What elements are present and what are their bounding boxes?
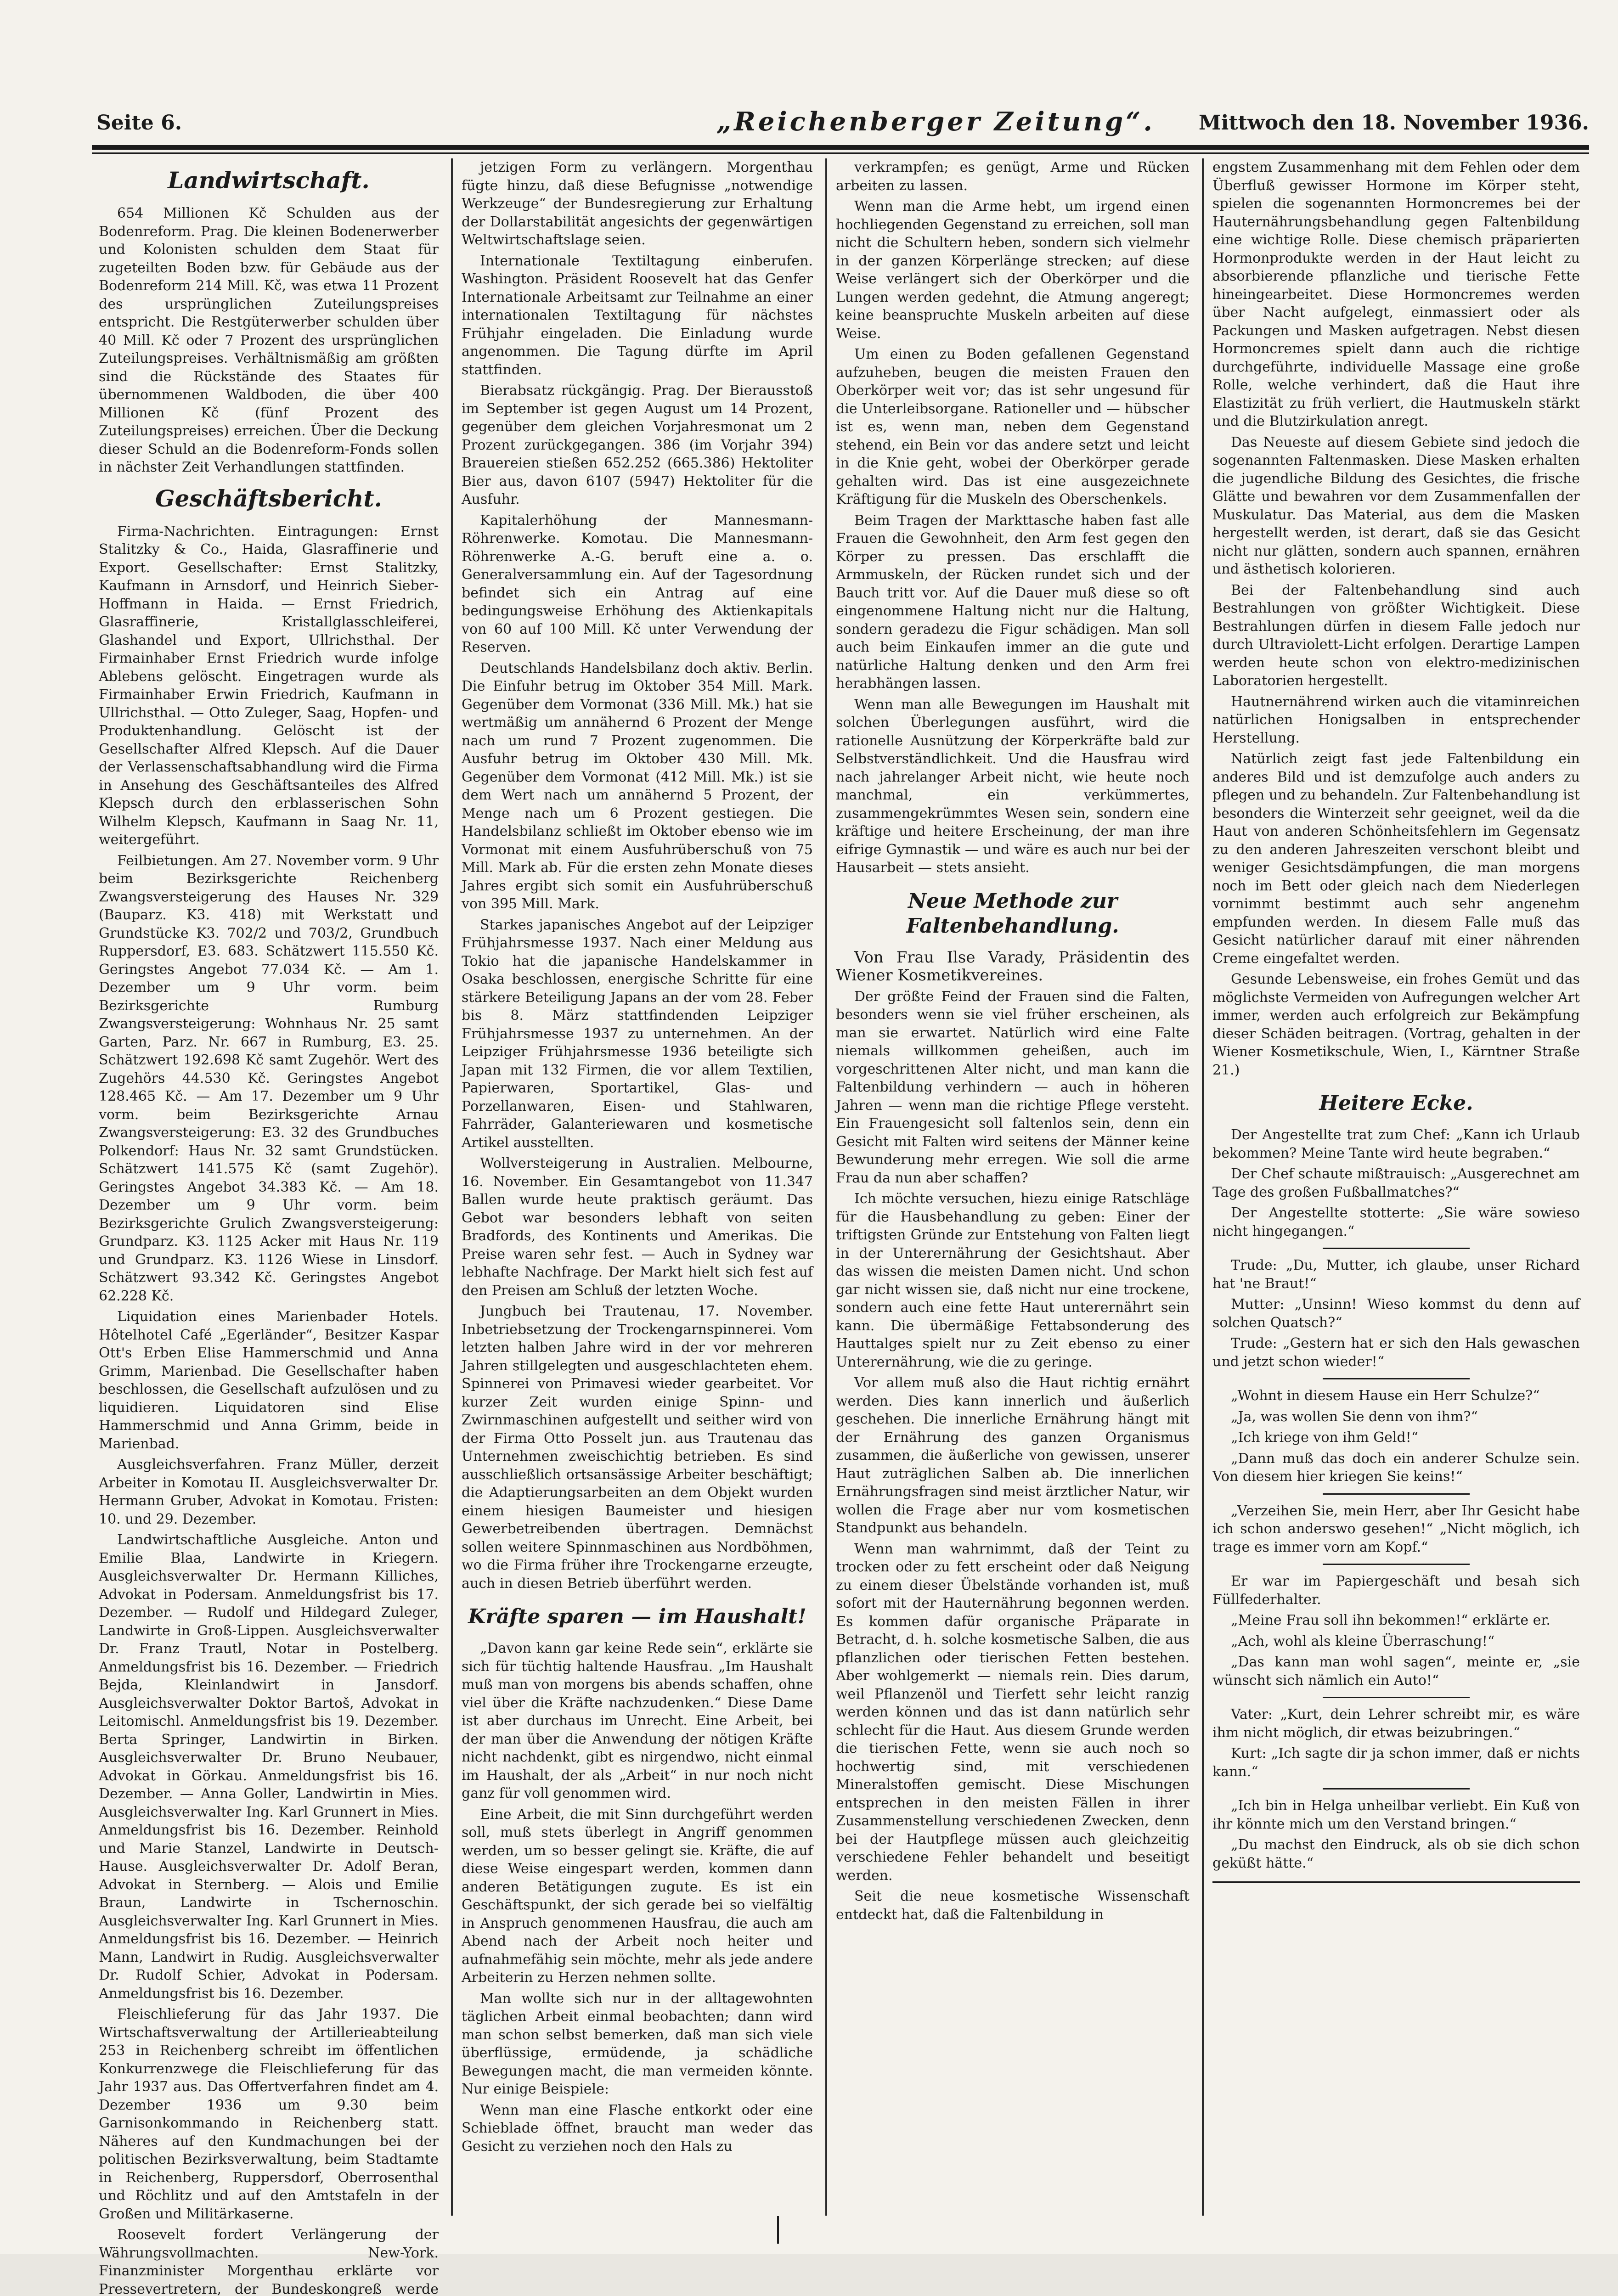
- paragraph: „Ach, wohl als kleine Überraschung!“: [1231, 1633, 1495, 1649]
- paragraph: Fleischlieferung für das Jahr 1937. Die Wirtschaftsverwaltung der Artillerieabteilung 253 in Reichenberg schreibt im öffentlichen Konkurrenzwege die Fleischlieferung für das Jahr 1937 aus. Das Offertverfahren findet am 4. Dezember 1936 um 9.30 beim Garnisonkommando in Reichenberg statt. Näheres auf den Kundmachungen bei der politischen Bezirksverwaltung, beim Stadtamte in Reichenberg, Ruppersdorf, Oberrosenthal und Röchlitz und auf den Amtstafeln in der Großen und Militärkaserne.: [99, 2006, 439, 2222]
- column-4: [1212, 158, 1580, 2229]
- byline: Von Frau Ilse Varady, Präsidentin des Wiener Kosmetikvereines.: [836, 948, 1190, 985]
- column-divider: [451, 158, 453, 2216]
- paragraph: „Wohnt in diesem Hause ein Herr Schulze?“: [1231, 1388, 1540, 1404]
- page-number: Seite 6.: [96, 111, 182, 135]
- masthead-title: „Reichenberger Zeitung“.: [716, 107, 1155, 137]
- paragraph: Man wollte sich nur in der alltagewohnten täglichen Arbeit einmal beobachten; dann wird man schon selbst bemerken, daß man sich viele überflüssige, ermüdende, ja schädliche Bewegungen macht, die man vermeiden könnte. Nur einige Beispiele:: [462, 1990, 813, 2097]
- issue-date: Mittwoch den 18. November 1936.: [1198, 111, 1589, 135]
- paragraph: Internationale Textiltagung einberufen. Washington. Präsident Roosevelt hat das Genfer Internationale Arbeitsamt zur Teilnahme an einer internationalen Textiltagung für nächstes Frühjahr eingeladen. Die Einladung wurde angenommen. Die Tagung dürfte im April stattfinden.: [462, 253, 813, 378]
- section-heading: Geschäftsbericht.: [155, 484, 383, 512]
- paragraph: Kurt: „Ich sagte dir ja schon immer, daß er nichts kann.“: [1212, 1745, 1580, 1780]
- paragraph: „Das kann man wohl sagen“, meinte er, „sie wünscht sich nämlich ein Auto!“: [1212, 1654, 1580, 1688]
- article-headline: Heitere Ecke.: [1319, 1092, 1473, 1115]
- paragraph: Natürlich zeigt fast jede Faltenbildung ein anderes Bild und ist demzufolge auch anders zu pflegen und zu behandeln. Zur Faltenbehandlung ist besonders die Winterzeit sehr geeignet, weil da die Haut von anderen Schönheitsfehlern im Gegensatz zu den anderen Jahreszeiten verschont bleibt und weniger Gesichtsdämpfungen, die man morgens noch im Bett oder gleich nach dem Niederlegen vornimmt bestimmt auch sehr angenehm empfunden werden. In diesem Falle muß das Gesicht natürlicher darauf mit einer nährenden Creme eingefaltet werden.: [1212, 751, 1580, 967]
- paragraph: engstem Zusammenhang mit dem Fehlen oder dem Überfluß gewisser Hormone im Körper steht, spielen die sogenannten Hormoncremes bei der Hauternährungsbehandlung gegen Faltenbildung eine wichtige Rolle. Diese chemisch präparierten Hormonprodukte werden in der Haut leicht zu absorbierende pflanzliche und tierische Fette hineingearbeitet. Diese Hormoncremes werden über Nacht aufgelegt, einmassiert oder als Packungen und Masken aufgetragen. Nebst diesen Hormoncremes spielt dann auch die richtige durchgeführte, individuelle Massage eine große Rolle, welche verhindert, daß die Haut ihre Elastizität zu früh verliert, die Hautmuskeln stärkt und die Blutzirkulation anregt.: [1212, 159, 1580, 429]
- paragraph: Eine Arbeit, die mit Sinn durchgeführt werden soll, muß stets überlegt in Angriff genommen werden, um so besser gelingt sie. Kräfte, die auf diese Weise eingespart werden, kommen dann anderen Betätigungen zugute. Es ist ein Geschäftspunkt, der sich gerade bei so vielfältig in Anspruch genommenen Hausfrau, die auch am Abend nach der Arbeit noch heiter und aufnahmefähig sein möchte, mehr als jede andere Arbeiterin zu Herzen nehmen sollte.: [462, 1806, 813, 1986]
- page-header: [92, 107, 1589, 148]
- paragraph: „Du machst den Eindruck, als ob sie dich schon geküßt hätte.“: [1212, 1837, 1580, 1871]
- paragraph: Bei der Faltenbehandlung sind auch Bestrahlungen von größter Wichtigkeit. Diese Bestrahlungen dürfen in diesem Falle jedoch nur durch Ultraviolett-Licht erfolgen. Derartige Lampen werden heute schon von elektro-medizinischen Laboratorien hergestellt.: [1212, 582, 1580, 689]
- paragraph: Wenn man die Arme hebt, um irgend einen hochliegenden Gegenstand zu erreichen, soll man nicht die Schultern heben, sondern sich vielmehr in der ganzen Körperlänge strecken; auf diese Weise verlängert sich der Oberkörper und die Lungen werden gedehnt, die Atmung angeregt; keine beanspruchte Muskeln arbeiten auf diese Weise.: [836, 198, 1190, 342]
- paragraph: Roosevelt fordert Verlängerung der Währungsvollmachten. New-York. Finanzminister Morgenthau erklärte vor Pressevertretern, der Bundeskongreß werde: [99, 2227, 439, 2296]
- joke-separator: [1323, 1697, 1470, 1698]
- paragraph: Mutter: „Unsinn! Wieso kommst du denn auf solchen Quatsch?“: [1212, 1296, 1580, 1331]
- section-heading: Landwirtschaft.: [168, 167, 370, 194]
- paragraph: Der größte Feind der Frauen sind die Falten, besonders wenn sie viel früher erscheinen, als man sie erwartet. Natürlich wird eine Falte niemals willkommen geheißen, auch im vorgeschrittenen Alter nicht, und man kann die Faltenbildung verhindern — auch in höheren Jahren — wenn man die richtige Pflege versteht. Ein Frauengesicht soll faltenlos sein, denn ein Gesicht mit Falten wird seitens der Männer keine Bewunderung mehr erregen. Wie soll die arme Frau da nun aber schaffen?: [836, 988, 1190, 1186]
- paragraph: „Meine Frau soll ihn bekommen!“ erklärte er.: [1231, 1612, 1550, 1628]
- paragraph: Gesunde Lebensweise, ein frohes Gemüt und das möglichste Vermeiden von Aufregungen welcher Art immer, werden auch erfolgreich zur Bekämpfung dieser Schäden beitragen. (Vortrag, gehalten in der Wiener Kosmetikschule, Wien, I., Kärntner Straße 21.): [1212, 971, 1580, 1078]
- paragraph: „Ich kriege von ihm Geld!“: [1231, 1429, 1419, 1446]
- paragraph: Der Angestellte trat zum Chef: „Kann ich Urlaub bekommen? Meine Tante wird heute begraben.“: [1212, 1127, 1580, 1161]
- paragraph: Feilbietungen. Am 27. November vorm. 9 Uhr beim Bezirksgerichte Reichenberg Zwangsversteigerung des Hauses Nr. 329 (Bauparz. K3. 418) mit Werkstatt und Grundstücke K3. 702/2 und 703/2, Grundbuch Ruppersdorf, E3. 683. Schätzwert 115.550 Kč. Geringstes Angebot 77.034 Kč. — Am 1. Dezember um 9 Uhr vorm. beim Bezirksgerichte Rumburg Zwangsversteigerung: Wohnhaus Nr. 25 samt Garten, Parz. Nr. 667 in Rumburg, E3. 25. Schätzwert 192.698 Kč samt Zugehör. Wert des Zugehörs 44.530 Kč. Geringstes Angebot 128.465 Kč. — Am 17. Dezember um 9 Uhr vorm. beim Bezirksgerichte Arnau Zwangsversteigerung: E3. 32 des Grundbuches Polkendorf: Haus Nr. 32 samt Grundstücken. Schätzwert 141.575 Kč (samt Zugehör). Geringstes Angebot 34.383 Kč. — Am 18. Dezember um 9 Uhr vorm. beim Bezirksgerichte Grulich Zwangsversteigerung: Grundparz. K3. 1125 Acker mit Haus Nr. 119 und Grundparz. K3. 1126 Wiese in Linsdorf. Schätzwert 93.342 Kč. Geringstes Angebot 62.228 Kč.: [99, 852, 439, 1304]
- paragraph: „Ja, was wollen Sie denn von ihm?“: [1231, 1408, 1478, 1425]
- paragraph: Wenn man alle Bewegungen im Haushalt mit solchen Überlegungen ausführt, wird die rationelle Ausnützung der Körperkräfte bald zur Selbstverständlichkeit. Und die Hausfrau wird nach jahrelanger Arbeit nicht, wie heute noch manchmal, ein verkümmertes, zusammengekrümmtes Wesen sein, sondern eine kräftige und heitere Erscheinung, der man ihre eifrige Gymnastik — und wäre es auch nur bei der Hausarbeit — stets ansieht.: [836, 696, 1190, 876]
- paragraph: Beim Tragen der Markttasche haben fast alle Frauen die Gewohnheit, den Arm fest gegen den Körper zu pressen. Das erschlafft die Armmuskeln, der Rücken rundet sich und der Bauch tritt vor. Auf die Dauer muß diese so oft eingenommene Haltung nicht nur die Haltung, sondern geradezu die Figur schädigen. Man soll auch beim Einkaufen immer an die gute und natürliche Haltung denken und den Arm frei herabhängen lassen.: [836, 512, 1190, 692]
- paragraph: Ausgleichsverfahren. Franz Müller, derzeit Arbeiter in Komotau II. Ausgleichsverwalter Dr. Hermann Gruber, Advokat in Komotau. Fristen: 10. und 29. Dezember.: [99, 1457, 439, 1527]
- paragraph: Liquidation eines Marienbader Hotels. Hôtelhotel Café „Egerländer“, Besitzer Kaspar Ott's Erben Elise Hammerschmid und Anna Grimm, Marienbad. Die Gesellschafter haben beschlossen, die Gesellschaft aufzulösen und zu liquidieren. Liquidatoren sind Elise Hammerschmid und Anna Grimm, beide in Marienbad.: [99, 1309, 439, 1452]
- paragraph: jetzigen Form zu verlängern. Morgenthau fügte hinzu, daß diese Befugnisse „notwendige Werkzeuge“ der Bundesregierung zur Erhaltung der Dollarstabilität angesichts der gegenwärtigen Weltwirtschaftslage seien.: [462, 159, 813, 248]
- joke-separator: [1323, 1564, 1470, 1565]
- paragraph: Bierabsatz rückgängig. Prag. Der Bierausstoß im September ist gegen August um 14 Prozent, gegenüber dem gleichen Vorjahresmonat um 2 Prozent zurückgegangen. 386 (im Vorjahr 394) Brauereien stießen 652.252 (665.386) Hektoliter Bier aus, davon 6107 (5947) Hektoliter für die Ausfuhr.: [462, 383, 813, 507]
- joke-separator: [1323, 1248, 1470, 1249]
- end-rule: [1212, 1881, 1580, 1883]
- paragraph: Firma-Nachrichten. Eintragungen: Ernst Stalitzky & Co., Haida, Glasraffinerie und Export. Gesellschafter: Ernst Stalitzky, Kaufmann in Arnsdorf, und Heinrich Sieber-Hoffmann in Haida. — Ernst Friedrich, Glasraffinerie, Kristallglasschleiferei, Glashandel und Export, Ullrichsthal. Der Firmainhaber Ernst Friedrich wurde infolge Ablebens gelöscht. Eingetragen wurde als Firmainhaber Erwin Friedrich, Kaufmann in Ullrichsthal. — Otto Zuleger, Saag, Hopfen- und Produktenhandlung. Gelöscht ist der Gesellschafter Alfred Klepsch. Auf die Dauer der Verlassenschaftsabhandlung wird die Firma in Ansehung des Geschäftsanteiles des Alfred Klepsch durch den erblasserischen Sohn Wilhelm Klepsch, Kaufmann in Saag Nr. 11, weitergeführt.: [99, 523, 439, 848]
- paragraph: „Davon kann gar keine Rede sein“, erklärte sie sich für tüchtig haltende Hausfrau. „Im Haushalt muß man von morgens bis abends schaffen, ohne viel über die Kräfte nachzudenken.“ Diese Dame ist aber durchaus im Unrecht. Eine Arbeit, bei der man über die Anwendung der nötigen Kräfte nicht nachdenkt, gibt es nirgendwo, nicht einmal im Haushalt, der als „Arbeit“ in nur noch nicht ganz für voll genommen wird.: [462, 1640, 813, 1801]
- column-divider: [825, 158, 827, 2216]
- paragraph: Seit die neue kosmetische Wissenschaft entdeckt hat, daß die Faltenbildung in: [836, 1888, 1190, 1923]
- paragraph: Das Neueste auf diesem Gebiete sind jedoch die sogenannten Faltenmasken. Diese Masken erhalten die jugendliche Bildung des Gesichtes, die frische Glätte und bewahren vor dem Zusammenfallen der Muskulatur. Das Material, aus dem die Masken hergestellt werden, ist derart, daß sie das Gesicht nicht nur glätten, sondern auch spannen, ernähren und ästhetisch kolorieren.: [1212, 434, 1580, 577]
- paragraph: Vater: „Kurt, dein Lehrer schreibt mir, es wäre ihm nicht möglich, dir etwas beizubringen.“: [1212, 1706, 1580, 1741]
- paragraph: Ich möchte versuchen, hiezu einige Ratschläge für die Hausbehandlung zu geben: Einer der triftigsten Gründe zur Entstehung von Falten liegt in der Unterernährung der Gesichtshaut. Aber das wissen die meisten Damen nicht. Und schon gar nicht wissen sie, daß nicht nur eine trockene, sondern auch eine fette Haut unterernährt sein kann. Die übermäßige Fettabsonderung des Hauttalges spielt nur zu Zeit ebenso zu einer Unterernährung, wie die zu geringe.: [836, 1191, 1190, 1370]
- paragraph: verkrampfen; es genügt, Arme und Rücken arbeiten zu lassen.: [836, 159, 1190, 194]
- paragraph: Kapitalerhöhung der Mannesmann-Röhrenwerke. Komotau. Die Mannesmann-Röhrenwerke A.-G. beruft eine a. o. Generalversammlung ein. Auf der Tagesordnung befindet sich ein Antrag auf eine bedingungsweise Erhöhung des Aktienkapitals von 60 auf 100 Mill. Kč unter Verwendung der Reserven.: [462, 512, 813, 655]
- column-2: [462, 158, 813, 2229]
- paragraph: Vor allem muß also die Haut richtig ernährt werden. Dies kann innerlich und äußerlich geschehen. Die innerliche Ernährung hängt mit der Ernährung des ganzen Organismus zusammen, die äußerliche von gewissen, unserer Haut zuträglichen Salben ab. Die innerlichen Ernährungsfragen sind meist ärztlicher Natur, wir wollen die Frage aber nur vom kosmetischen Standpunkt aus behandeln.: [836, 1375, 1190, 1536]
- column-1: [99, 158, 439, 2296]
- bottom-tick: [777, 2216, 779, 2244]
- paragraph: Wollversteigerung in Australien. Melbourne, 16. November. Ein Gesamtangebot von 11.347 Ballen wurde heute praktisch geräumt. Das Gebot war besonders lebhaft von seiten Bradfords, des Kontinents und Amerikas. Die Preise waren sehr fest. — Auch in Sydney war lebhafte Nachfrage. Der Markt hielt sich fest auf den Preisen am Schluß der letzten Woche.: [462, 1155, 813, 1299]
- joke-separator: [1323, 1378, 1470, 1379]
- header-rule-thin: [92, 152, 1589, 154]
- paragraph: „Verzeihen Sie, mein Herr, aber Ihr Gesicht habe ich schon anderswo gesehen!“ „Nicht möglich, ich trage es immer vorn am Kopf.“: [1212, 1503, 1580, 1555]
- column-3: [836, 158, 1190, 2229]
- paragraph: Um einen zu Boden gefallenen Gegenstand aufzuheben, beugen die meisten Frauen den Oberkörper weit vor; das ist sehr ungesund für die Unterleibsorgane. Rationeller und — hübscher ist es, wenn man, neben dem Gegenstand stehend, ein Bein vor das andere setzt und leicht in die Knie geht, wobei der Oberkörper gerade gehalten wird. Das ist eine ausgezeichnete Kräftigung für die Muskeln des Oberschenkels.: [836, 346, 1190, 507]
- joke-separator: [1323, 1788, 1470, 1790]
- article-headline: Kräfte sparen — im Haushalt!: [468, 1605, 806, 1628]
- paragraph: Er war im Papiergeschäft und besah sich Füllfederhalter.: [1212, 1573, 1580, 1608]
- paragraph: Landwirtschaftliche Ausgleiche. Anton und Emilie Blaa, Landwirte in Kriegern. Ausgleichsverwalter Dr. Hermann Killiches, Advokat in Podersam. Anmeldungsfrist bis 17. Dezember. — Rudolf und Hildegard Zuleger, Landwirte in Groß-Lippen. Ausgleichsverwalter Dr. Franz Trautl, Notar in Postelberg. Anmeldungsfrist bis 16. Dezember. — Friedrich Bejda, Kleinlandwirt in Jansdorf. Ausgleichsverwalter Doktor Bartoš, Advokat in Leitomischl. Anmeldungsfrist bis 19. Dezember. Berta Springer, Landwirtin in Birken. Ausgleichsverwalter Dr. Bruno Neubauer, Advokat in Görkau. Anmeldungsfrist bis 16. Dezember. — Anna Goller, Landwirtin in Mies. Ausgleichsverwalter Ing. Karl Grunnert in Mies. Anmeldungsfrist bis 16. Dezember. Reinhold und Marie Stanzel, Landwirte in Deutsch-Hause. Ausgleichsverwalter Dr. Adolf Beran, Advokat in Sternberg. — Alois und Emilie Braun, Landwirte in Tschernoschin. Ausgleichsverwalter Ing. Karl Grunnert in Mies. Anmeldungsfrist bis 16. Dezember. — Heinrich Mann, Landwirt in Rudig. Ausgleichsverwalter Dr. Rudolf Schier, Advokat in Podersam. Anmeldungsfrist bis 16. Dezember.: [99, 1532, 439, 2002]
- paragraph: Hautnernährend wirken auch die vitaminreichen natürlichen Honigsalben in entsprechender Herstellung.: [1212, 693, 1580, 746]
- paragraph: Trude: „Du, Mutter, ich glaube, unser Richard hat 'ne Braut!“: [1212, 1257, 1580, 1292]
- article-headline: Neue Methode zur Faltenbehandlung.: [906, 889, 1119, 938]
- paragraph: Trude: „Gestern hat er sich den Hals gewaschen und jetzt schon wieder!“: [1212, 1335, 1580, 1370]
- paragraph: Deutschlands Handelsbilanz doch aktiv. Berlin. Die Einfuhr betrug im Oktober 354 Mill. Mark. Gegenüber dem Vormonat (336 Mill. Mk.) hat sie wertmäßig um annähernd 6 Prozent der Menge nach um rund 7 Prozent zugenommen. Die Ausfuhr betrug im Oktober 430 Mill. Mk. Gegenüber dem Vormonat (412 Mill. Mk.) ist sie dem Wert nach um annähernd 5 Prozent, der Menge nach um 6 Prozent gestiegen. Die Handelsbilanz schließt im Oktober ebenso wie im Vormonat mit einem Ausfuhrüberschuß von 75 Mill. Mark ab. Für die ersten zehn Monate dieses Jahres ergibt sich somit ein Ausfuhrüberschuß von 395 Mill. Mark.: [462, 660, 813, 912]
- paragraph: Der Angestellte stotterte: „Sie wäre sowieso nicht hingegangen.“: [1212, 1205, 1580, 1239]
- paragraph: „Dann muß das doch ein anderer Schulze sein. Von diesem hier kriegen Sie keins!“: [1212, 1450, 1580, 1485]
- paragraph: Starkes japanisches Angebot auf der Leipziger Frühjahrsmesse 1937. Nach einer Meldung aus Tokio hat die japanische Handelskammer in Osaka beschlossen, energische Schritte für eine stärkere Beteiligung Japans an der vom 28. Feber bis 8. März stattfindenden Leipziger Frühjahrsmesse 1937 zu unternehmen. An der Leipziger Frühjahrsmesse 1936 beteiligte sich Japan mit 132 Firmen, die vor allem Textilien, Papierwaren, Sportartikel, Glas- und Porzellanwaren, Eisen- und Stahlwaren, Fahrräder, Galanteriewaren und kosmetische Artikel ausstellten.: [462, 917, 813, 1151]
- joke-separator: [1323, 1493, 1470, 1495]
- paragraph: Wenn man wahrnimmt, daß der Teint zu trocken oder zu fett erscheint oder daß Neigung zu einem dieser Übelstände vorhanden ist, muß sofort mit der Hauternährung begonnen werden. Es kommen dafür organische Präparate in Betracht, d. h. solche kosmetische Salben, die aus pflanzlichen oder tierischen Fetten bestehen. Aber wohlgemerkt — niemals rein. Dies darum, weil Pflanzenöl und Tierfett sehr leicht ranzig werden können und das ist dann natürlich sehr schlecht für die Haut. Aus diesem Grunde werden die tierischen Fette, wenn sie auch noch so hochwertig sind, mit verschiedenen Mineralstoffen gemischt. Diese Mischungen entsprechen in den meisten Fällen in ihrer Zusammenstellung verschiedenen Zwecken, denn bei der Hautpflege müssen auch gleichzeitig verschiedene Fehler behandelt und beseitigt werden.: [836, 1541, 1190, 1884]
- paragraph: Der Chef schaute mißtrauisch: „Ausgerechnet am Tage des großen Fußballmatches?“: [1212, 1166, 1580, 1200]
- paragraph: Jungbuch bei Trautenau, 17. November. Inbetriebsetzung der Trockengarnspinnerei. Vom letzten halben Jahre wird in der vor mehreren Jahren stillgelegten und ausgeschlachteten ehem. Spinnerei von Primavesi wieder gearbeitet. Vor kurzer Zeit wurden einige Spinn- und Zwirnmaschinen aufgestellt und seither wird von der Firma Otto Posselt jun. aus Trautenau das Unternehmen zweischichtig betrieben. Es sind ausschließlich ortsansässige Arbeiter beschäftigt; die Adaptierungsarbeiten an dem Objekt wurden einem hiesigen Baumeister und hiesigen Gewerbetreibenden übertragen. Demnächst sollen weitere Spinnmaschinen aus Nordböhmen, wo die Firma früher ihre Trockengarne erzeugte, auch in diesen Betrieb überführt werden.: [462, 1303, 813, 1592]
- paragraph: 654 Millionen Kč Schulden aus der Bodenreform. Prag. Die kleinen Bodenerwerber und Kolonisten schulden dem Staat für zugeteilten Boden bzw. für Gebäude aus der Bodenreform 214 Mill. Kč, was etwa 11 Prozent des ursprünglichen Zuteilungspreises entspricht. Die Restgüterwerber schulden über 40 Mill. Kč oder 7 Prozent des ursprünglichen Zuteilungspreises. Verhältnismäßig am größten sind die Rückstände des Staates für übernommenen Waldboden, die über 400 Millionen Kč (fünf Prozent des Zuteilungspreises) erreichen. Über die Deckung dieser Schuld an die Bodenreform-Fonds sollen in nächster Zeit Verhandlungen stattfinden.: [99, 205, 439, 475]
- paragraph: „Ich bin in Helga unheilbar verliebt. Ein Kuß von ihr könnte mich um den Verstand bringen.“: [1212, 1798, 1580, 1832]
- header-rule: [92, 145, 1589, 150]
- paragraph: Wenn man eine Flasche entkorkt oder eine Schieblade öffnet, braucht man weder das Gesicht zu verziehen noch den Hals zu: [462, 2102, 813, 2155]
- column-divider: [1202, 158, 1204, 2216]
